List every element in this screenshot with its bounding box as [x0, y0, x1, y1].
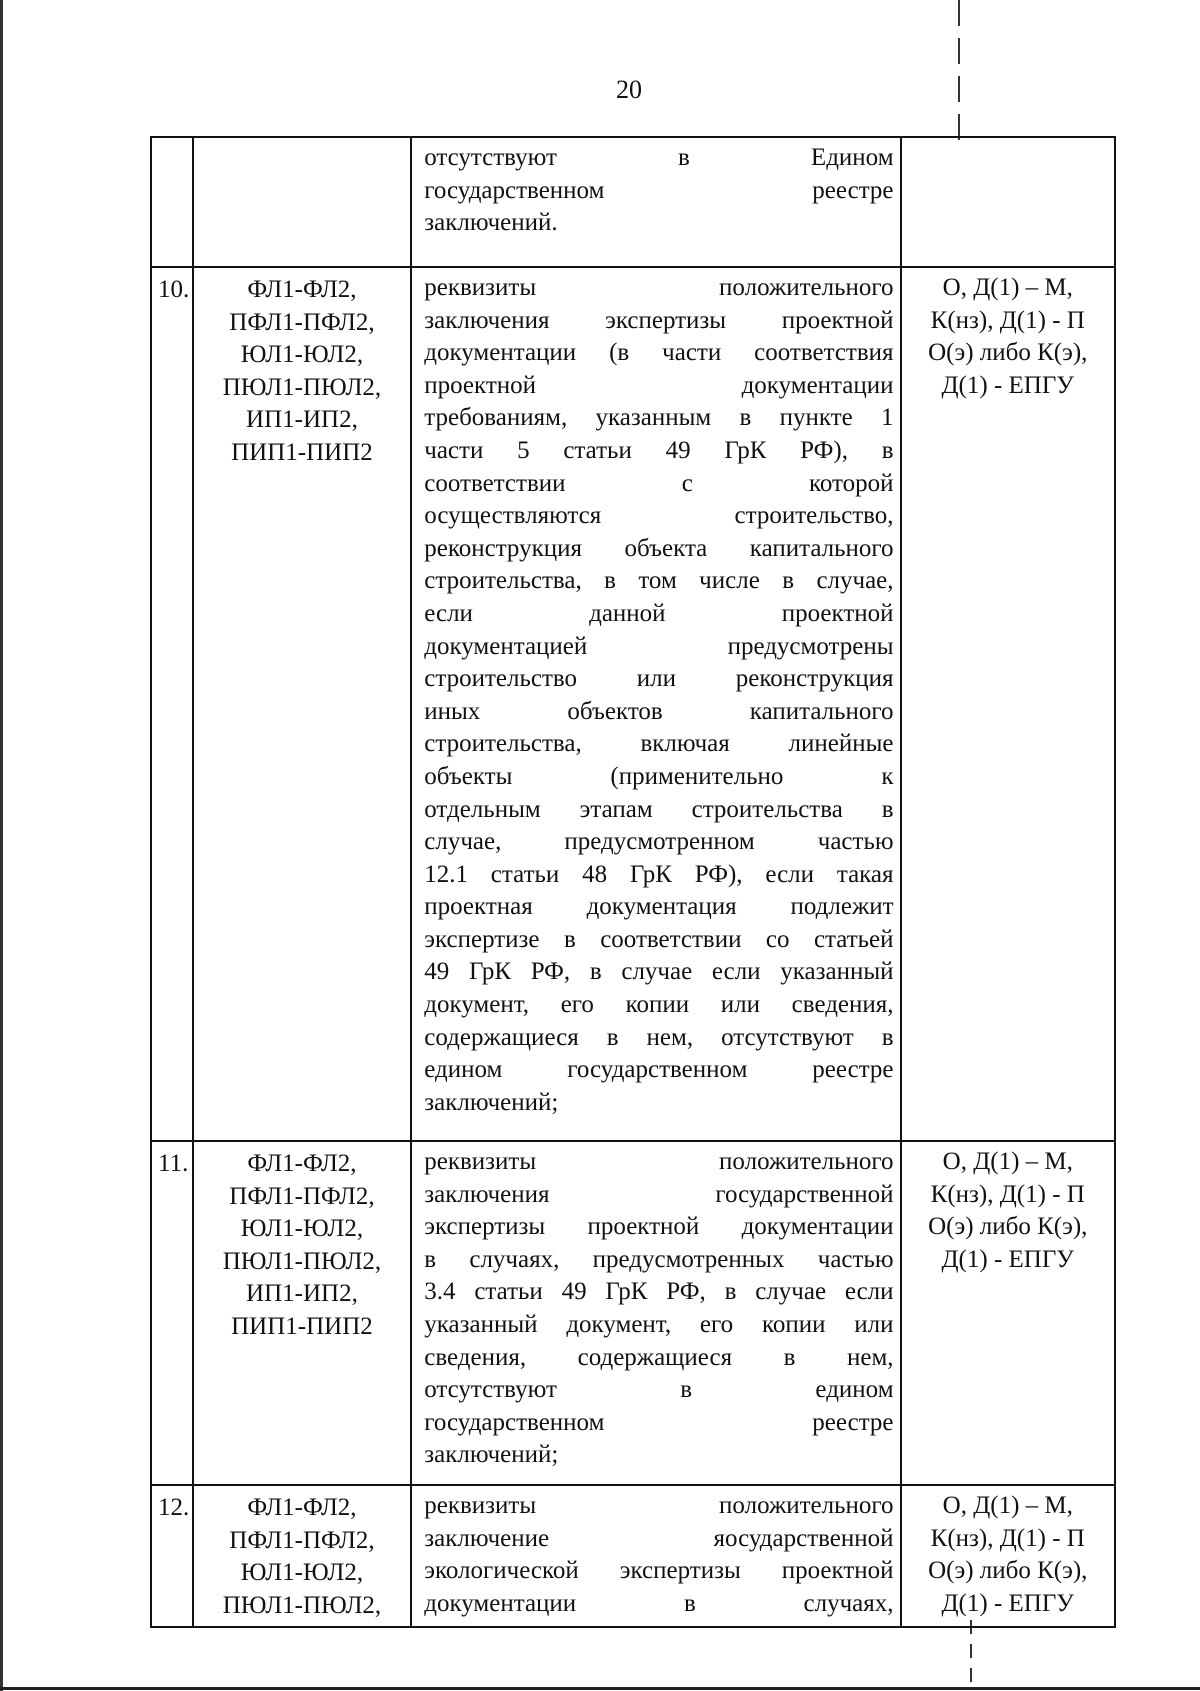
description-line: соответствии с которой: [424, 469, 894, 497]
description-line: государственном реестре: [424, 1408, 894, 1436]
table-row: [151, 137, 1115, 267]
table-row: [151, 1485, 1115, 1627]
description-line: отсутствуют в Едином: [424, 144, 894, 171]
category-line: ЮЛ1-ЮЛ2,: [240, 341, 364, 369]
description-line: отдельным этапам строительства в: [424, 795, 894, 823]
category-line: ПИП1-ПИП2: [231, 438, 373, 466]
description-line: содержащиеся в нем, отсутствуют в: [424, 1023, 894, 1051]
description-line: проектная документация подлежит: [424, 893, 894, 921]
description-line: заключений;: [424, 1088, 559, 1116]
document-description: [411, 1141, 900, 1485]
description-line: сведения, содержащиеся в нем,: [424, 1343, 894, 1371]
table-row: [151, 1141, 1115, 1485]
description-line: реквизиты положительного: [424, 1148, 894, 1175]
code-line: Д(1) - ЕПГУ: [941, 371, 1075, 399]
description-line: указанный документ, его копии или: [424, 1310, 894, 1338]
code-line: К(нз), Д(1) - П: [930, 1524, 1085, 1552]
description-line: заключения экспертизы проектной: [424, 306, 894, 334]
category-line: ПЮЛ1-ПЮЛ2,: [222, 1247, 382, 1275]
table-row: [151, 267, 1115, 1141]
category-line: ПФЛ1-ПФЛ2,: [229, 308, 375, 336]
description-line: экологической экспертизы проектной: [424, 1557, 894, 1585]
category-line: ФЛ1-ФЛ2,: [247, 276, 357, 303]
row-number: 12.: [151, 1485, 193, 1627]
category-line: ИП1-ИП2,: [246, 406, 358, 434]
page-number: 20: [616, 75, 642, 104]
row-number: 10.: [151, 267, 193, 1141]
category-line: ИП1-ИП2,: [246, 1280, 358, 1308]
description-line: экспертизы проектной документации: [424, 1213, 894, 1241]
submission-method-codes: [901, 137, 1115, 267]
category-line: ФЛ1-ФЛ2,: [247, 1150, 357, 1177]
row-number: [151, 137, 193, 267]
code-line: О, Д(1) – М,: [942, 1148, 1073, 1175]
description-line: документации (в части соответствия: [424, 339, 894, 367]
description-line: строительство или реконструкция: [424, 665, 894, 693]
description-line: государственном реестре: [424, 176, 894, 204]
description-line: в случаях, предусмотренных частью: [424, 1245, 894, 1273]
category-line: ПФЛ1-ПФЛ2,: [229, 1182, 375, 1210]
applicant-categories: [193, 1141, 412, 1485]
description-line: документ, его копии или сведения,: [424, 991, 894, 1019]
scan-bottom-edge: [0, 1687, 1200, 1690]
applicant-categories: [193, 267, 412, 1141]
code-line: К(нз), Д(1) - П: [930, 306, 1085, 334]
description-line: требованиям, указанным в пункте 1: [424, 404, 894, 432]
category-line: ПИП1-ПИП2: [231, 1312, 373, 1340]
submission-method-codes: [901, 267, 1115, 1141]
category-line: ПЮЛ1-ПЮЛ2,: [222, 373, 382, 401]
description-line: едином государственном реестре: [424, 1056, 894, 1084]
code-line: О, Д(1) – М,: [942, 274, 1073, 301]
scan-left-edge: [0, 0, 3, 1691]
document-description: [411, 137, 900, 267]
category-line: ЮЛ1-ЮЛ2,: [240, 1559, 364, 1587]
code-line: Д(1) - ЕПГУ: [941, 1589, 1075, 1617]
description-line: документацией предусмотрены: [424, 632, 894, 660]
description-line: экспертизе в соответствии со статьей: [424, 925, 894, 953]
description-line: строительства, в том числе в случае,: [424, 567, 894, 595]
description-line: заключения государственной: [424, 1180, 894, 1208]
category-line: ФЛ1-ФЛ2,: [247, 1494, 357, 1521]
description-line: объекты (применительно к: [424, 762, 894, 790]
description-line: реконструкция объекта капитального: [424, 534, 894, 562]
scan-margin-dashes-bottom: [970, 1620, 972, 1688]
applicant-categories: [193, 1485, 412, 1627]
code-line: О, Д(1) – М,: [942, 1492, 1073, 1519]
category-line: ПФЛ1-ПФЛ2,: [229, 1526, 375, 1554]
description-line: случае, предусмотренном частью: [424, 828, 894, 856]
requirements-table: [150, 136, 1116, 1628]
code-line: О(э) либо К(э),: [928, 339, 1088, 367]
description-line: строительства, включая линейные: [424, 730, 894, 758]
description-line: реквизиты положительного: [424, 1492, 894, 1519]
submission-method-codes: [901, 1141, 1115, 1485]
description-line: 49 ГрК РФ, в случае если указанный: [424, 958, 894, 986]
description-line: осуществляются строительство,: [424, 502, 894, 530]
category-line: ЮЛ1-ЮЛ2,: [240, 1215, 364, 1243]
applicant-categories: [193, 137, 412, 267]
description-line: заключений.: [424, 209, 558, 237]
description-line: заключение яосударственной: [424, 1524, 894, 1552]
category-line: ПЮЛ1-ПЮЛ2,: [222, 1591, 382, 1619]
code-line: Д(1) - ЕПГУ: [941, 1245, 1075, 1273]
description-line: отсутствуют в едином: [424, 1376, 894, 1404]
description-line: 12.1 статьи 48 ГрК РФ), если такая: [424, 860, 894, 888]
description-line: реквизиты положительного: [424, 274, 894, 301]
code-line: К(нз), Д(1) - П: [930, 1180, 1085, 1208]
description-line: документации в случаях,: [424, 1589, 894, 1617]
description-line: части 5 статьи 49 ГрК РФ), в: [424, 436, 894, 464]
description-line: 3.4 статьи 49 ГрК РФ, в случае если: [424, 1278, 894, 1306]
row-number: 11.: [151, 1141, 193, 1485]
description-line: иных объектов капитального: [424, 697, 894, 725]
description-line: если данной проектной: [424, 599, 894, 627]
description-line: проектной документации: [424, 371, 894, 399]
submission-method-codes: [901, 1485, 1115, 1627]
description-line: заключений;: [424, 1441, 559, 1469]
document-description: [411, 267, 900, 1141]
code-line: О(э) либо К(э),: [928, 1213, 1088, 1241]
code-line: О(э) либо К(э),: [928, 1557, 1088, 1585]
table-body: [151, 137, 1115, 1627]
document-description: [411, 1485, 900, 1627]
